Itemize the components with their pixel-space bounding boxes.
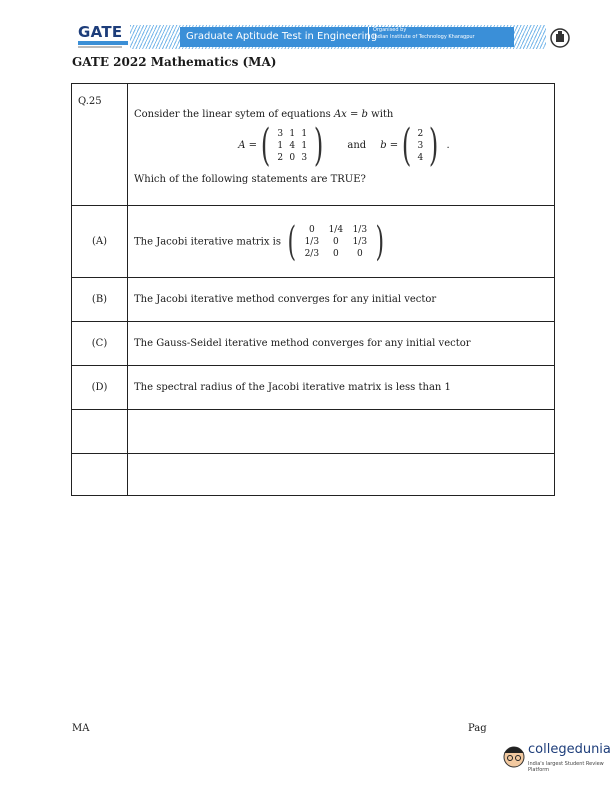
option-row-a[interactable] xyxy=(72,206,555,278)
matrix-a-cell: 1 xyxy=(301,128,308,139)
matrix-equation xyxy=(134,119,554,171)
watermark-name: collegedunia xyxy=(528,742,611,757)
option-body-a xyxy=(128,206,555,278)
matrix-b-cell: 3 xyxy=(417,140,424,151)
matrix-a-label: A = xyxy=(238,140,258,151)
matrix-a-grid xyxy=(274,129,310,163)
jacobi-matrix-cell: 1/4 xyxy=(328,224,344,235)
option-text-b: The Jacobi iterative method converges for any initial vector xyxy=(128,278,555,322)
gate-logo xyxy=(76,25,130,49)
option-text-a: The Jacobi iterative matrix is xyxy=(134,236,282,247)
question-stem-line xyxy=(134,109,554,120)
question-row xyxy=(72,84,555,206)
option-row-b[interactable] xyxy=(72,278,555,322)
matrix-a-cell: 3 xyxy=(277,128,284,139)
empty-cell xyxy=(128,454,555,496)
empty-cell xyxy=(72,454,128,496)
jacobi-matrix-cell: 0 xyxy=(332,236,339,247)
matrix-a-cell: 4 xyxy=(289,140,296,151)
matrix-a xyxy=(257,119,327,171)
banner-title: Graduate Aptitude Test in Engineering xyxy=(186,31,378,42)
option-label-c: (C) xyxy=(72,322,128,366)
jacobi-matrix-grid xyxy=(300,225,372,259)
and-word: and xyxy=(347,140,367,151)
gate-logo-bar xyxy=(78,41,128,45)
footer-page: Pag xyxy=(468,723,487,734)
question-number: Q.25 xyxy=(72,84,128,206)
option-row-c[interactable] xyxy=(72,322,555,366)
left-paren-icon: ( xyxy=(287,218,297,265)
empty-row-2 xyxy=(72,454,555,496)
matrix-a-cell: 1 xyxy=(301,140,308,151)
matrix-a-cell: 0 xyxy=(289,152,296,163)
page-title: GATE 2022 Mathematics (MA) xyxy=(72,55,277,69)
option-label-d: (D) xyxy=(72,366,128,410)
matrix-b-cell: 2 xyxy=(417,128,424,139)
organiser-name: Indian Institute of Technology Kharagpur xyxy=(373,34,475,40)
right-paren-icon: ) xyxy=(375,218,384,265)
option-label-b: (B) xyxy=(72,278,128,322)
banner-organiser xyxy=(368,27,475,41)
jacobi-matrix-cell: 0 xyxy=(356,248,363,259)
question-body xyxy=(128,84,555,206)
jacobi-matrix-cell: 1/3 xyxy=(304,236,320,247)
right-paren-icon: ) xyxy=(314,119,324,171)
watermark-tagline: India's largest Student Review Platform xyxy=(528,761,604,773)
matrix-b-grid xyxy=(415,129,425,163)
question-stem-equation: Ax = b xyxy=(333,108,368,120)
gate-logo-text: GATE xyxy=(78,23,123,41)
question-stem: Consider the linear sytem of equations xyxy=(134,108,331,120)
jacobi-matrix-cell: 1/3 xyxy=(352,224,368,235)
option-label-a: (A) xyxy=(72,206,128,278)
organised-by: Organised by xyxy=(373,27,407,33)
matrix-a-cell: 1 xyxy=(277,140,284,151)
empty-cell xyxy=(128,410,555,454)
jacobi-matrix-cell: 1/3 xyxy=(352,236,368,247)
option-text-c: The Gauss-Seidel iterative method converges for any initial vector xyxy=(128,322,555,366)
left-paren-icon: ( xyxy=(402,119,412,171)
option-row-d[interactable] xyxy=(72,366,555,410)
jacobi-matrix xyxy=(284,218,387,265)
jacobi-matrix-cell: 0 xyxy=(332,248,339,259)
footer-subject: MA xyxy=(72,723,90,734)
empty-cell xyxy=(72,410,128,454)
question-table xyxy=(71,83,555,496)
jacobi-matrix-cell: 0 xyxy=(308,224,315,235)
gate-logo-bar-2 xyxy=(78,46,122,48)
empty-row-1 xyxy=(72,410,555,454)
matrix-a-cell: 3 xyxy=(301,152,308,163)
right-paren-icon: ) xyxy=(429,119,439,171)
matrix-a-cell: 1 xyxy=(289,128,296,139)
option-text-d: The spectral radius of the Jacobi iterative matrix is less than 1 xyxy=(128,366,555,410)
matrix-b xyxy=(398,119,442,171)
matrix-b-period: . xyxy=(446,140,450,151)
matrix-b-cell: 4 xyxy=(417,152,424,163)
question-stem-with: with xyxy=(371,108,394,120)
jacobi-matrix-cell: 2/3 xyxy=(304,248,320,259)
question-prompt: Which of the following statements are TRUE? xyxy=(134,173,366,185)
matrix-b-label: b = xyxy=(380,140,399,151)
left-paren-icon: ( xyxy=(260,119,271,171)
iit-emblem-icon xyxy=(549,27,571,49)
matrix-a-cell: 2 xyxy=(277,152,284,163)
